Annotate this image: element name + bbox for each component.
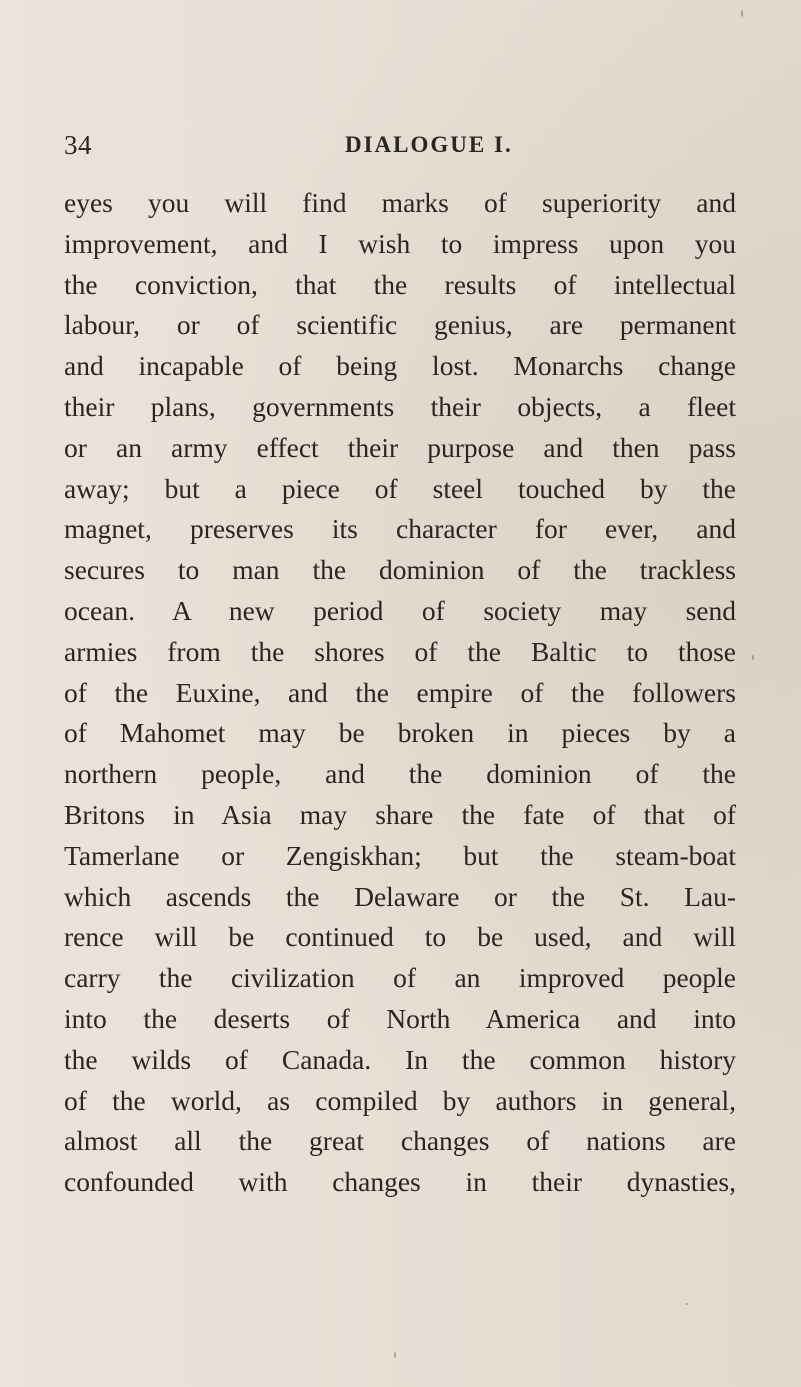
- text-line: ocean. A new period of society may send: [64, 594, 736, 626]
- text-line: the conviction, that the results of intellectual: [64, 268, 736, 300]
- body-text: [64, 183, 736, 1203]
- text-line: armies from the shores of the Baltic to those: [64, 635, 736, 667]
- text-line: improvement, and I wish to impress upon you: [64, 227, 736, 259]
- text-line: of the world, as compiled by authors in general,: [64, 1084, 736, 1116]
- text-line: or an army effect their purpose and then pass: [64, 431, 736, 463]
- text-line: northern people, and the dominion of the: [64, 758, 736, 790]
- paper-speck: [394, 1352, 396, 1358]
- text-line: Tamerlane or Zengiskhan; but the steam-boat: [64, 839, 736, 871]
- running-head: DIALOGUE I.: [345, 132, 513, 157]
- text-line: of the Euxine, and the empire of the followers: [64, 676, 736, 708]
- text-line: their plans, governments their objects, a fleet: [64, 390, 736, 422]
- text-line: rence will be continued to be used, and will: [64, 921, 736, 953]
- text-line: magnet, preserves its character for ever, and: [64, 513, 736, 545]
- paper-speck: [741, 10, 743, 17]
- text-line: which ascends the Delaware or the St. Lau-: [64, 880, 736, 912]
- paper-speck: [686, 1303, 688, 1305]
- text-line: almost all the great changes of nations are: [64, 1125, 736, 1157]
- page-header: [64, 130, 736, 174]
- text-line: labour, or of scientific genius, are permanent: [64, 309, 736, 341]
- text-line: away; but a piece of steel touched by the: [64, 472, 736, 504]
- text-line: confounded with changes in their dynasties,: [64, 1166, 736, 1198]
- text-line: into the deserts of North America and into: [64, 1002, 736, 1034]
- text-line: of Mahomet may be broken in pieces by a: [64, 717, 736, 749]
- text-line: the wilds of Canada. In the common history: [64, 1043, 736, 1075]
- page-number: 34: [64, 130, 92, 160]
- text-line: carry the civilization of an improved people: [64, 962, 736, 994]
- paper-speck: [752, 655, 754, 660]
- text-line: eyes you will find marks of superiority and: [64, 187, 736, 218]
- text-line: and incapable of being lost. Monarchs change: [64, 350, 736, 382]
- text-line: Britons in Asia may share the fate of that of: [64, 798, 736, 830]
- text-line: secures to man the dominion of the trackless: [64, 554, 736, 586]
